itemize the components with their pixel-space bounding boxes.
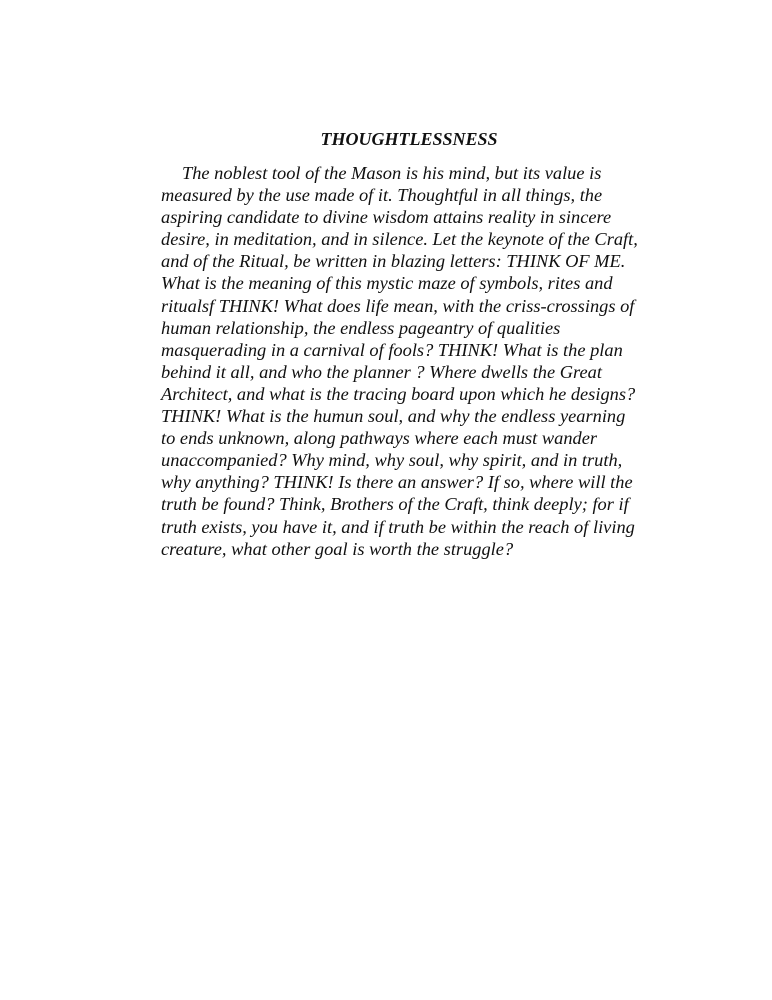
paragraph-line: truth exists, you have it, and if truth be within the reach of living [161,516,635,537]
paragraph-line: unaccompanied? Why mind, why soul, why spirit, and in truth, [161,450,623,471]
paragraph-line: measured by the use made of it. Thoughtful in all things, the [161,185,603,206]
paragraph-line: masquerading in a carnival of fools? THINK! What is the plan [161,339,623,360]
paragraph-line: The noblest tool of the Mason is his mind, but its value is [182,163,602,183]
paragraph-line: behind it all, and who the planner ? Where dwells the Great [161,361,602,382]
paragraph-line: creature, what other goal is worth the struggle? [161,538,514,559]
paragraph-line: to ends unknown, along pathways where each must wander [161,428,598,449]
paragraph-line: human relationship, the endless pageantry of qualities [161,317,561,338]
paragraph-line: desire, in meditation, and in silence. Let the keynote of the Craft, [161,229,638,250]
paragraph-line: and of the Ritual, be written in blazing letters: THINK OF ME. [161,251,626,272]
paragraph-line: What is the meaning of this mystic maze of symbols, rites and [161,273,613,294]
body-paragraph [161,162,661,560]
paragraph-line: truth be found? Think, Brothers of the Craft, think deeply; for if [161,494,629,515]
document-title: THOUGHTLESSNESS [320,129,498,149]
paragraph-line: why anything? THINK! Is there an answer? If so, where will the [161,472,633,493]
paragraph-line: aspiring candidate to divine wisdom attains reality in sincere [161,207,612,228]
paragraph-line: Architect, and what is the tracing board upon which he designs? [161,383,636,404]
paragraph-line: ritualsf THINK! What does life mean, with the criss-crossings of [161,295,635,316]
paragraph-line: THINK! What is the humun soul, and why the endless yearning [161,406,626,427]
